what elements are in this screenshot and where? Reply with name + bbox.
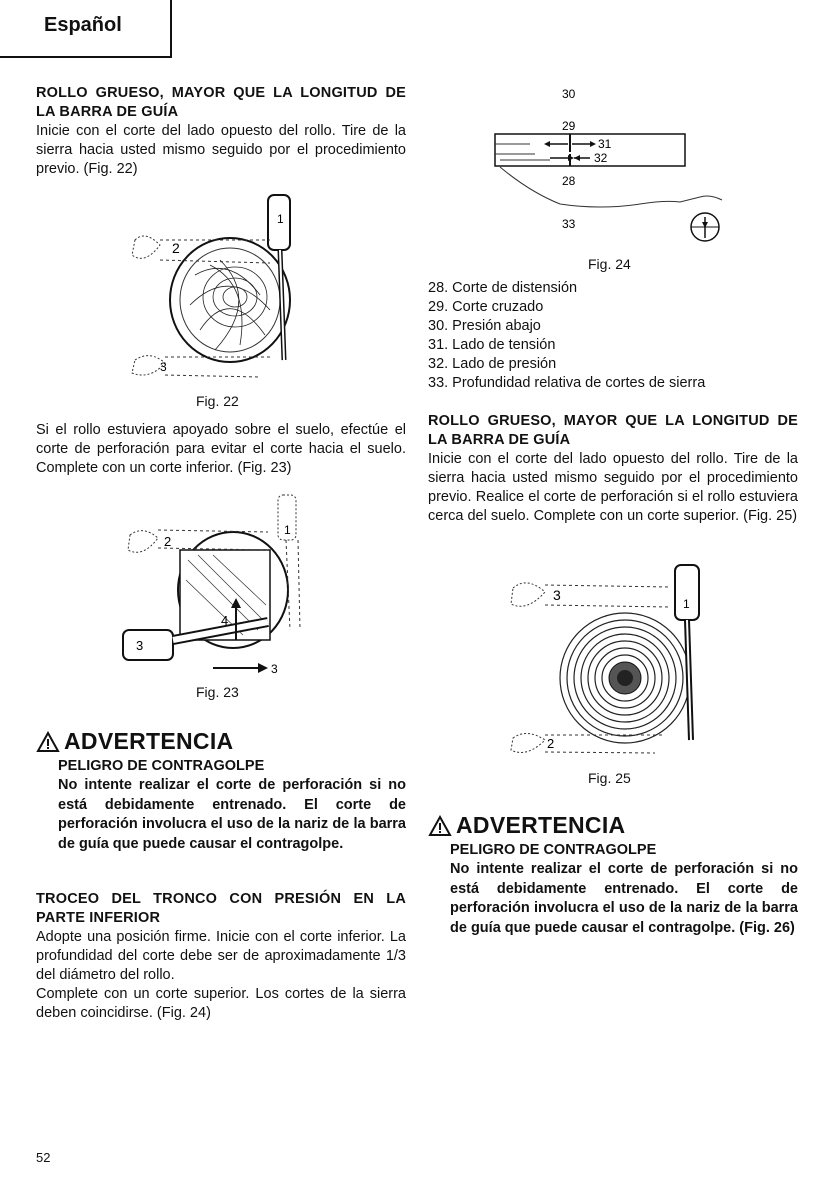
warning-subtitle: PELIGRO DE CONTRAGOLPE (450, 842, 657, 858)
fig24-illustration (490, 82, 740, 252)
fig23-label-4: 4 (221, 613, 229, 628)
warning-triangle-icon (36, 731, 60, 753)
page-number: 52 (36, 1150, 51, 1165)
fig23-label-2: 2 (164, 534, 172, 549)
language-tab (0, 0, 172, 58)
section-heading: ROLLO GRUESO, MAYOR QUE LA LONGITUD DE LA BARRA DE GUÍA (36, 85, 406, 120)
legend-item: 29. Corte cruzado (428, 299, 544, 315)
fig25-label-3: 3 (553, 587, 561, 603)
fig24-label-32: 32 (594, 151, 608, 165)
left-warning (36, 728, 406, 854)
fig24-label-31: 31 (598, 137, 612, 151)
fig25-caption: Fig. 25 (588, 770, 631, 786)
warning-subtitle: PELIGRO DE CONTRAGOLPE (58, 758, 265, 774)
paragraph-ground: Si el rollo estuviera apoyado sobre el suelo, efectúe el corte de perforación para evitar el corte hacia el suelo. Complete con un corte inferior. (Fig. 23) (36, 422, 406, 476)
section-heading: TROCEO DEL TRONCO CON PRESIÓN EN LA PARTE INFERIOR (36, 891, 406, 926)
warning-triangle-icon (428, 815, 452, 837)
section-body: Inicie con el corte del lado opuesto del rollo. Tire de la sierra hacia usted mismo seguido por el procedimiento previo. Realice el corte de perforación si el rollo estuviera cerca del suelo. Complete con un corte superior. (Fig. 25) (428, 451, 798, 524)
legend-item: 33. Profundidad relativa de cortes de sierra (428, 375, 706, 391)
fig24-label-33: 33 (562, 217, 576, 231)
warning-body: No intente realizar el corte de perforación si no está debidamente entrenado. El corte de perforación involucra el uso de la nariz de la barra de guía que puede causar el contragolpe. (58, 777, 406, 852)
legend-item: 31. Lado de tensión (428, 337, 556, 353)
legend-item: 30. Presión abajo (428, 318, 541, 334)
legend-item: 28. Corte de distensión (428, 280, 578, 296)
fig22-label-1: 1 (277, 212, 284, 226)
section-body: Inicie con el corte del lado opuesto del rollo. Tire de la sierra hacia usted mismo seguido por el procedimiento previo. (Fig. 22) (36, 123, 406, 177)
warning-body: No intente realizar el corte de perforación si no está debidamente entrenado. El corte de perforación involucra el uso de la nariz de la barra de guía que puede causar el contragolpe. (Fig. 26) (450, 861, 798, 936)
left-section-thick-log (36, 84, 406, 179)
fig23-label-arrow: 3 (271, 662, 278, 676)
fig23-label-1: 1 (284, 523, 291, 537)
right-section-thick-log (428, 412, 798, 526)
left-paragraph-ground (36, 421, 406, 478)
language-tab-label: Español (44, 14, 122, 36)
right-warning (428, 812, 798, 938)
fig25-illustration (505, 560, 730, 765)
section-body-2: Complete con un corte superior. Los cortes de la sierra deben coincidirse. (Fig. 24) (36, 986, 406, 1021)
fig24-legend (428, 279, 705, 393)
fig22-caption: Fig. 22 (196, 393, 239, 409)
fig22-label-3: 3 (160, 360, 167, 374)
warning-title: ADVERTENCIA (64, 728, 234, 754)
fig24-label-29: 29 (562, 119, 576, 133)
section-body-1: Adopte una posición firme. Inicie con el corte inferior. La profundidad del corte debe ser de aproximadamente 1/3 del diámetro del rollo. (36, 929, 406, 983)
warning-title: ADVERTENCIA (456, 812, 626, 838)
fig24-label-28: 28 (562, 174, 576, 188)
fig24-caption: Fig. 24 (588, 256, 631, 272)
fig22-label-2: 2 (172, 240, 180, 256)
fig23-caption: Fig. 23 (196, 684, 239, 700)
fig22-illustration (120, 185, 320, 385)
fig25-label-1: 1 (683, 597, 690, 611)
fig23-illustration (118, 490, 318, 680)
fig25-label-2: 2 (547, 736, 555, 751)
legend-item: 32. Lado de presión (428, 356, 557, 372)
fig24-label-30: 30 (562, 87, 576, 101)
section-heading: ROLLO GRUESO, MAYOR QUE LA LONGITUD DE LA BARRA DE GUÍA (428, 413, 798, 448)
left-section-bottom-pressure (36, 890, 406, 1023)
fig23-label-3: 3 (136, 638, 144, 653)
